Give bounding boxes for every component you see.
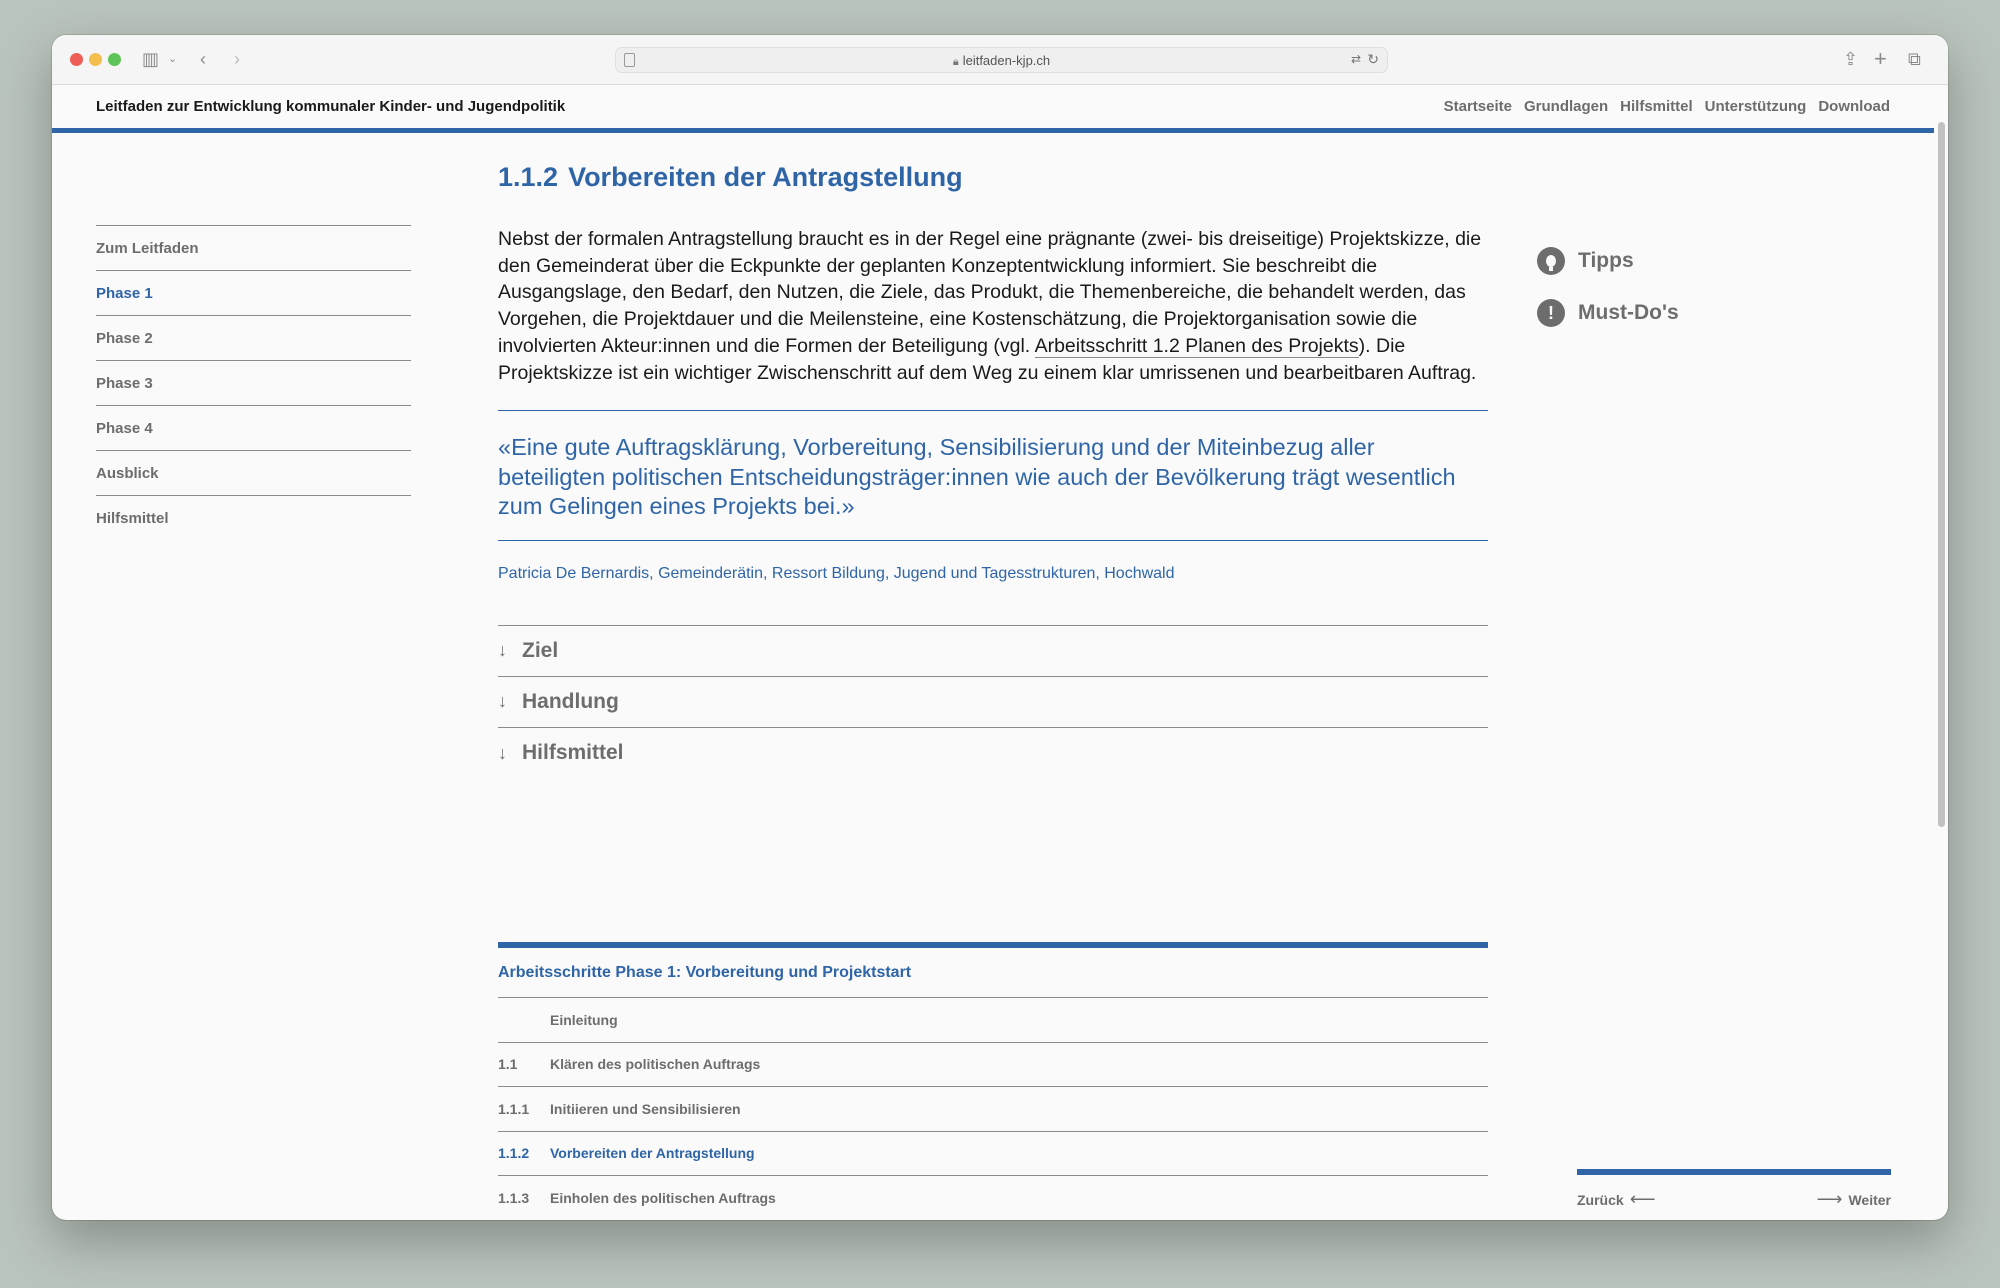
accordion-hilfsmittel[interactable] [498, 728, 1488, 779]
reload-icon[interactable]: ↻ [1367, 51, 1379, 67]
step-number: 1.1.3 [498, 1189, 530, 1206]
main-content [498, 160, 1488, 779]
body-text-part-2: ). Die Projektskizze ist ein wichtiger Zwischenschritt auf dem Weg zu einem klar umrissenen und bearbeitbaren Auftrag. [498, 334, 1477, 384]
step-number: 1.1 [498, 1056, 518, 1073]
right-panel [1537, 235, 1679, 339]
step-label: Vorbereiten der Antragstellung [550, 1145, 755, 1162]
page-title [498, 160, 1488, 194]
scrollbar-thumb[interactable] [1938, 122, 1945, 827]
top-navigation [1444, 98, 1890, 115]
back-arrow-icon[interactable]: ‹ [200, 49, 206, 69]
step-label: Einleitung [550, 1011, 618, 1028]
back-label: Zurück [1577, 1192, 1624, 1208]
nav-download[interactable]: Download [1818, 98, 1890, 115]
quote-attribution: Patricia De Bernardis, Gemeinderätin, Ressort Bildung, Jugend und Tagesstrukturen, Hochwald [498, 564, 1175, 582]
sidebar-item-phase-2[interactable]: Phase 2 [96, 316, 411, 361]
quote-text: «Eine gute Auftragsklärung, Vorbereitung, Sensibilisierung und der Miteinbezug aller beteiligten politischen Entscheidungsträger:innen wie auch der Bevölkerung trägt wesentlich zum Gelingen eines Projekts bei.» [498, 434, 1456, 520]
arrow-right-icon: ⟶ [1816, 1189, 1843, 1209]
section-number: 1.1.2 [498, 162, 559, 192]
site-title[interactable]: Leitfaden zur Entwicklung kommunaler Kinder- und Jugendpolitik [96, 98, 566, 115]
sidebar-nav [96, 225, 411, 541]
body-paragraph [498, 226, 1488, 386]
arrow-left-icon: ⟵ [1629, 1189, 1656, 1209]
forward-arrow-icon[interactable]: › [234, 49, 240, 69]
close-window-button[interactable] [70, 53, 83, 66]
body-link-arbeitsschritt[interactable]: Arbeitsschritt 1.2 Planen des Projekts [1034, 334, 1359, 357]
sidebar-item-zum-leitfaden[interactable]: Zum Leitfaden [96, 226, 411, 271]
sidebar-toggle-icon[interactable]: ▥ [142, 49, 160, 69]
sidebar-item-ausblick[interactable]: Ausblick [96, 451, 411, 496]
step-row-1-1-1[interactable] [498, 1087, 1488, 1132]
step-label: Initiieren und Sensibilisieren [550, 1100, 741, 1117]
url-text: leitfaden-kjp.ch [962, 53, 1051, 68]
sidebar-item-phase-4[interactable]: Phase 4 [96, 406, 411, 451]
browser-window [52, 35, 1948, 1220]
nav-grundlagen[interactable]: Grundlagen [1523, 98, 1609, 115]
lock-icon: 🔒︎ [952, 56, 959, 68]
accordion-label: Handlung [522, 689, 619, 713]
next-link[interactable] [1811, 1189, 1891, 1210]
step-row-einleitung[interactable] [498, 998, 1488, 1043]
step-row-1-1[interactable] [498, 1043, 1488, 1088]
tips-link[interactable] [1537, 235, 1679, 287]
step-number: 1.1.1 [498, 1100, 530, 1117]
mustdos-link[interactable] [1537, 287, 1679, 339]
steps-list [498, 942, 1488, 1220]
sidebar-item-phase-1[interactable]: Phase 1 [96, 271, 411, 316]
address-bar[interactable] [615, 47, 1388, 73]
arrow-down-icon: ↓ [498, 742, 507, 763]
nav-unterstuetzung[interactable]: Unterstützung [1704, 98, 1807, 115]
pager [1577, 1169, 1891, 1210]
sidebar-item-hilfsmittel[interactable]: Hilfsmittel [96, 510, 169, 527]
accordion-handlung[interactable] [498, 677, 1488, 728]
scrollbar[interactable] [1938, 85, 1946, 1220]
step-label: Einholen des politischen Auftrags [550, 1189, 776, 1206]
share-icon[interactable]: ⇪ [1843, 49, 1859, 69]
sidebar-item-phase-3[interactable]: Phase 3 [96, 361, 411, 406]
accordion-ziel[interactable] [498, 626, 1488, 677]
arrow-down-icon: ↓ [498, 691, 507, 712]
new-tab-icon[interactable]: + [1874, 46, 1887, 71]
back-link[interactable] [1577, 1189, 1662, 1210]
steps-title: Arbeitsschritte Phase 1: Vorbereitung und Projektstart [498, 948, 1488, 998]
translate-icon[interactable]: ⇄ [1350, 52, 1361, 66]
arrow-down-icon: ↓ [498, 640, 507, 661]
nav-startseite[interactable]: Startseite [1443, 98, 1512, 115]
chevron-down-icon[interactable]: ⌄ [168, 53, 178, 65]
tips-label: Tipps [1578, 249, 1634, 272]
minimize-window-button[interactable] [89, 53, 102, 66]
step-row-1-1-3[interactable] [498, 1176, 1488, 1220]
nav-hilfsmittel[interactable]: Hilfsmittel [1620, 98, 1693, 115]
accordion-label: Hilfsmittel [522, 741, 624, 765]
tabs-overview-icon[interactable]: ⧉ [1908, 49, 1921, 69]
accordion-label: Ziel [522, 638, 559, 662]
zoom-window-button[interactable] [108, 53, 121, 66]
section-title: Vorbereiten der Antragstellung [568, 162, 963, 192]
lightbulb-icon [1537, 247, 1565, 275]
step-row-1-1-2[interactable] [498, 1132, 1488, 1177]
step-label: Klären des politischen Auftrags [550, 1056, 761, 1073]
exclamation-icon: ! [1537, 299, 1565, 327]
mustdos-label: Must-Do's [1578, 301, 1679, 324]
step-number: 1.1.2 [498, 1145, 530, 1162]
browser-toolbar [52, 35, 1948, 85]
accordion [498, 625, 1488, 779]
next-label: Weiter [1848, 1192, 1891, 1208]
header-divider [52, 128, 1934, 133]
body-text-part-1: Nebst der formalen Antragstellung braucht es in der Regel eine prägnante (zwei- bis dreiseitige) Projektskizze, die den Gemeinderat über die Eckpunkte der geplanten Konzeptentwicklung informiert. Sie beschreibt die Ausgangslage, den Bedarf, den Nutzen, die Ziele, das Produkt, die Themenbereiche, die behandelt werden, das Vorgehen, die Projektdauer und die Meilensteine, eine Kostenschätzung, die Projektorganisation sowie die involvierten Akteur:innen und die Formen der Beteiligung (vgl. [498, 228, 1482, 357]
quote-block [498, 410, 1488, 541]
